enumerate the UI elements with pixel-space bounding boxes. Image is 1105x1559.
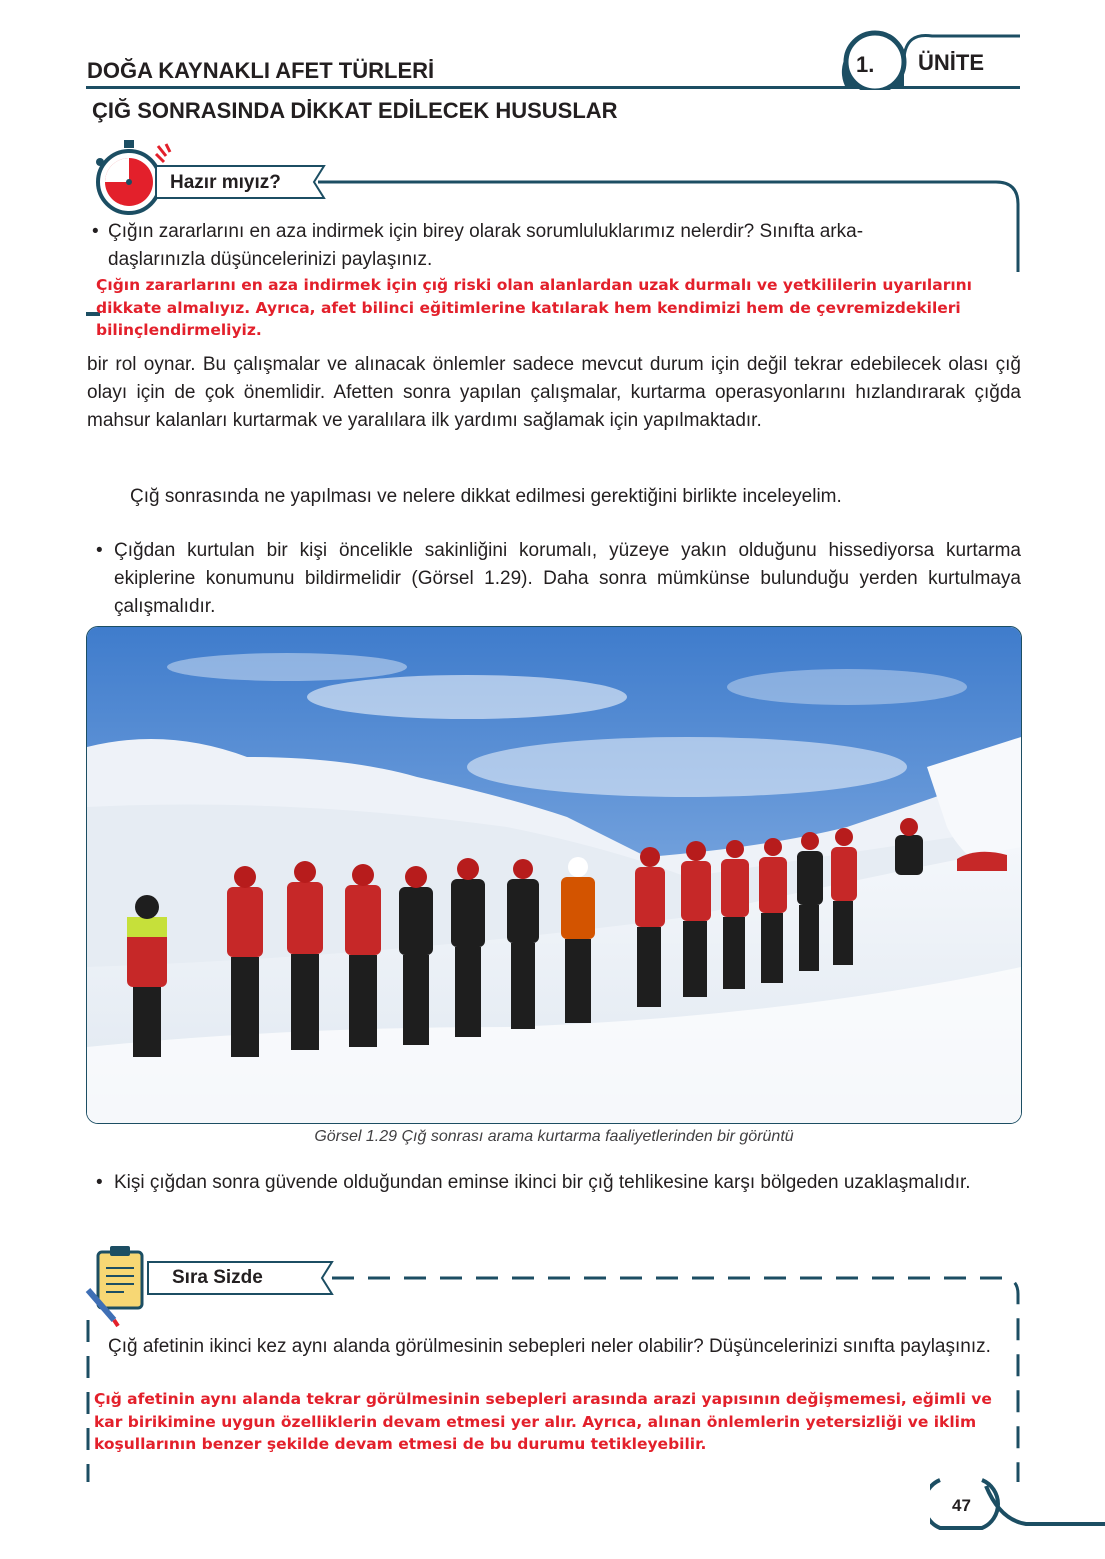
- unit-number: 1.: [856, 52, 875, 77]
- paragraph-rescue-operations: bir rol oynar. Bu çalışmalar ve alınacak önlemler sadece mevcut durum için değil tekrar edebilecek olası çığ olayı için de çok önemlidir. Afetten sonra yapılan çalışmalar, kurtarma operasyonlarını hızlandırarak çığda mahsur kalanları kurtarmak ve yaralılara ilk yardımı sağlamak için yapılmaktadır.: [87, 354, 1021, 431]
- your-turn-question: Çığ afetinin ikinci kez aynı alanda görülmesinin sebepleri neler olabilir? Düşüncelerinizi sınıfta paylaşınız.: [108, 1336, 991, 1357]
- paragraph-intro: Çığ sonrasında ne yapılması ve nelere dikkat edilmesi gerektiğini birlikte inceleyelim.: [130, 486, 842, 507]
- your-turn-label: Sıra Sizde: [172, 1267, 263, 1288]
- ready-answer: Çığın zararlarını en aza indirmek için çığ riski olan alanlardan uzak durmalı ve yetkililerin uyarılarını dikkate almalıyız. Ayrıca, afet bilinci eğitimlerine katılarak hem kendimizi hem de çevremizdekileri bilinçlendirmeliyiz.: [96, 276, 972, 339]
- rescue-photo: [86, 626, 1022, 1124]
- clipboard-icon: [88, 1246, 142, 1326]
- unit-label: ÜNİTE: [918, 50, 984, 75]
- section-title: ÇIĞ SONRASINDA DİKKAT EDİLECEK HUSUSLAR: [92, 98, 618, 123]
- header-title: DOĞA KAYNAKLI AFET TÜRLERİ: [87, 58, 435, 83]
- bullet-leave-area: Kişi çığdan sonra güvende olduğundan eminse ikinci bir çığ tehlikesine karşı bölgeden uzaklaşmalıdır.: [114, 1172, 971, 1193]
- bullet-marker: •: [96, 540, 103, 561]
- bullet-survivor-actions: Çığdan kurtulan bir kişi öncelikle sakinliğini korumalı, yüzeye yakın olduğunu hissediyorsa kurtarma ekiplerine konumunu bildirmelidir (Görsel 1.29). Daha sonra mümkünse bulunduğu yerden kurtulmaya çalışmalıdır.: [114, 540, 1021, 617]
- ready-question-line1: Çığın zararlarını en aza indirmek için birey olarak sorumluluklarımız nelerdir? Sınıfta arka-: [108, 221, 864, 242]
- ready-bullet: •: [92, 221, 99, 242]
- your-turn-answer: Çığ afetinin aynı alanda tekrar görülmesinin sebepleri arasında arazi yapısının değişmemesi, eğimli ve kar birikimine uygun özelliklerin devam etmesi yer alır. Ayrıca, alınan önlemlerin yetersizliği ve iklim koşullarının benzer şekilde devam etmesi de bu durumu tetikleyebilir.: [94, 1390, 992, 1453]
- ready-question-line2: daşlarınızla düşüncelerinizi paylaşınız.: [108, 249, 433, 270]
- figure-caption: Görsel 1.29 Çığ sonrası arama kurtarma faaliyetlerinden bir görüntü: [314, 1128, 794, 1145]
- bullet-marker: •: [96, 1172, 103, 1193]
- page-number: 47: [952, 1496, 971, 1515]
- ready-box-label: Hazır mıyız?: [170, 172, 281, 193]
